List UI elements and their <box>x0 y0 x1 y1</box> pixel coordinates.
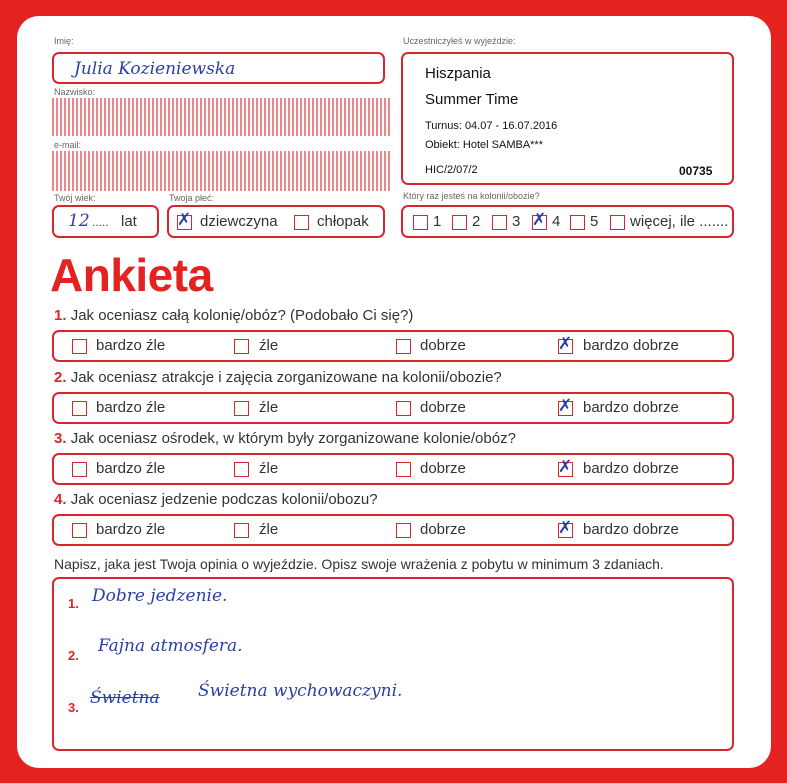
times-checkbox-4[interactable] <box>532 210 547 230</box>
q3-option-good[interactable] <box>396 462 411 477</box>
times-field <box>401 205 734 238</box>
opinion-number: 3. <box>68 700 79 715</box>
check-mark: ✗ <box>532 210 547 230</box>
gender-checkbox-boy[interactable] <box>294 215 309 230</box>
option-label: bardzo źle <box>96 337 166 354</box>
q4-option-bad[interactable] <box>234 523 249 538</box>
opinion-struck-word: Świetna <box>90 688 160 708</box>
q3-option-very-good[interactable] <box>558 457 573 477</box>
q2-option-very-good[interactable] <box>558 396 573 416</box>
q1-option-good[interactable] <box>396 339 411 354</box>
page-title: Ankieta <box>50 249 213 301</box>
option-label: dobrze <box>420 460 466 477</box>
name-field[interactable] <box>52 52 385 84</box>
gender-option-boy: chłopak <box>317 213 369 230</box>
survey-form <box>17 16 771 768</box>
question-text: Jak oceniasz ośrodek, w którym były zorganizowane kolonie/obóz? <box>70 430 516 447</box>
option-label: bardzo dobrze <box>583 399 679 416</box>
name-label: Imię: <box>54 36 74 46</box>
question-text: Jak oceniasz jedzenie podczas kolonii/obozu? <box>70 491 378 508</box>
check-mark: ✗ <box>558 518 573 538</box>
check-mark: ✗ <box>558 457 573 477</box>
opinion-prompt: Napisz, jaka jest Twoja opinia o wyjeździe. Opisz swoje wrażenia z pobytu w minimum 3 zdaniach. <box>54 556 664 572</box>
option-label: bardzo źle <box>96 399 166 416</box>
q4-option-very-bad[interactable] <box>72 523 87 538</box>
check-mark: ✗ <box>558 334 573 354</box>
times-checkbox-2[interactable] <box>452 215 467 230</box>
option-label: źle <box>259 460 279 477</box>
opinion-line-1: Dobre jedzenie. <box>92 586 228 606</box>
email-redacted <box>52 151 390 191</box>
question-number: 4. <box>54 491 67 508</box>
question-4 <box>54 491 378 508</box>
q3-option-very-bad[interactable] <box>72 462 87 477</box>
gender-field <box>167 205 385 238</box>
trip-destination: Hiszpania <box>425 65 491 82</box>
trip-object: Obiekt: Hotel SAMBA*** <box>425 139 543 151</box>
option-label: źle <box>259 337 279 354</box>
option-label: bardzo dobrze <box>583 460 679 477</box>
trip-info-box <box>401 52 734 185</box>
q2-option-bad[interactable] <box>234 401 249 416</box>
email-label: e-mail: <box>54 140 82 150</box>
gender-label: Twoja płeć: <box>169 193 215 203</box>
option-label: źle <box>259 521 279 538</box>
age-unit: lat <box>121 213 137 230</box>
check-mark: ✗ <box>558 396 573 416</box>
option-label: bardzo dobrze <box>583 337 679 354</box>
option-label: dobrze <box>420 521 466 538</box>
times-checkbox-more[interactable] <box>610 215 625 230</box>
opinion-textarea[interactable] <box>52 577 734 751</box>
times-checkbox-5[interactable] <box>570 215 585 230</box>
question-3 <box>54 430 516 447</box>
times-option-4: 4 <box>552 213 561 230</box>
option-label: bardzo źle <box>96 521 166 538</box>
rating-row-1 <box>52 330 734 362</box>
surname-label: Nazwisko: <box>54 87 96 97</box>
trip-program: Summer Time <box>425 91 519 108</box>
q1-option-very-good[interactable] <box>558 334 573 354</box>
age-dots: ..... <box>92 215 109 229</box>
question-number: 2. <box>54 369 67 386</box>
age-field[interactable] <box>52 205 159 238</box>
q2-option-very-bad[interactable] <box>72 401 87 416</box>
question-number: 1. <box>54 307 67 324</box>
option-label: źle <box>259 399 279 416</box>
question-number: 3. <box>54 430 67 447</box>
q4-option-very-good[interactable] <box>558 518 573 538</box>
times-checkbox-1[interactable] <box>413 215 428 230</box>
times-option-5: 5 <box>590 213 599 230</box>
question-1 <box>54 307 413 324</box>
option-label: dobrze <box>420 399 466 416</box>
option-label: bardzo źle <box>96 460 166 477</box>
q2-option-good[interactable] <box>396 401 411 416</box>
opinion-line-3: Świetna wychowaczyni. <box>198 681 403 701</box>
age-label: Twój wiek: <box>54 193 96 203</box>
times-option-3: 3 <box>512 213 521 230</box>
check-mark: ✗ <box>177 210 192 230</box>
times-option-more: więcej, ile ....... <box>630 213 729 230</box>
q3-option-bad[interactable] <box>234 462 249 477</box>
name-value: Julia Kozieniewska <box>74 59 236 79</box>
trip-number: 00735 <box>679 164 713 178</box>
surname-redacted <box>52 98 390 136</box>
trip-label: Uczestniczyłeś w wyjeździe: <box>403 36 516 46</box>
times-option-2: 2 <box>472 213 481 230</box>
gender-option-girl: dziewczyna <box>200 213 278 230</box>
question-text: Jak oceniasz atrakcje i zajęcia zorganizowane na kolonii/obozie? <box>70 369 502 386</box>
opinion-number: 1. <box>68 596 79 611</box>
question-text: Jak oceniasz całą kolonię/obóz? (Podobało Ci się?) <box>70 307 414 324</box>
opinion-number: 2. <box>68 648 79 663</box>
rating-row-4 <box>52 514 734 546</box>
opinion-line-2: Fajna atmosfera. <box>98 636 243 656</box>
times-label: Który raz jesteś na kolonii/obozie? <box>403 191 540 201</box>
option-label: bardzo dobrze <box>583 521 679 538</box>
q1-option-bad[interactable] <box>234 339 249 354</box>
trip-turnus: Turnus: 04.07 - 16.07.2016 <box>425 120 558 132</box>
question-2 <box>54 369 502 386</box>
times-option-1: 1 <box>433 213 442 230</box>
gender-checkbox-girl[interactable] <box>177 210 192 230</box>
rating-row-3 <box>52 453 734 485</box>
times-checkbox-3[interactable] <box>492 215 507 230</box>
option-label: dobrze <box>420 337 466 354</box>
rating-row-2 <box>52 392 734 424</box>
q4-option-good[interactable] <box>396 523 411 538</box>
trip-code: HIC/2/07/2 <box>425 164 478 176</box>
age-value: 12 <box>68 211 90 231</box>
q1-option-very-bad[interactable] <box>72 339 87 354</box>
